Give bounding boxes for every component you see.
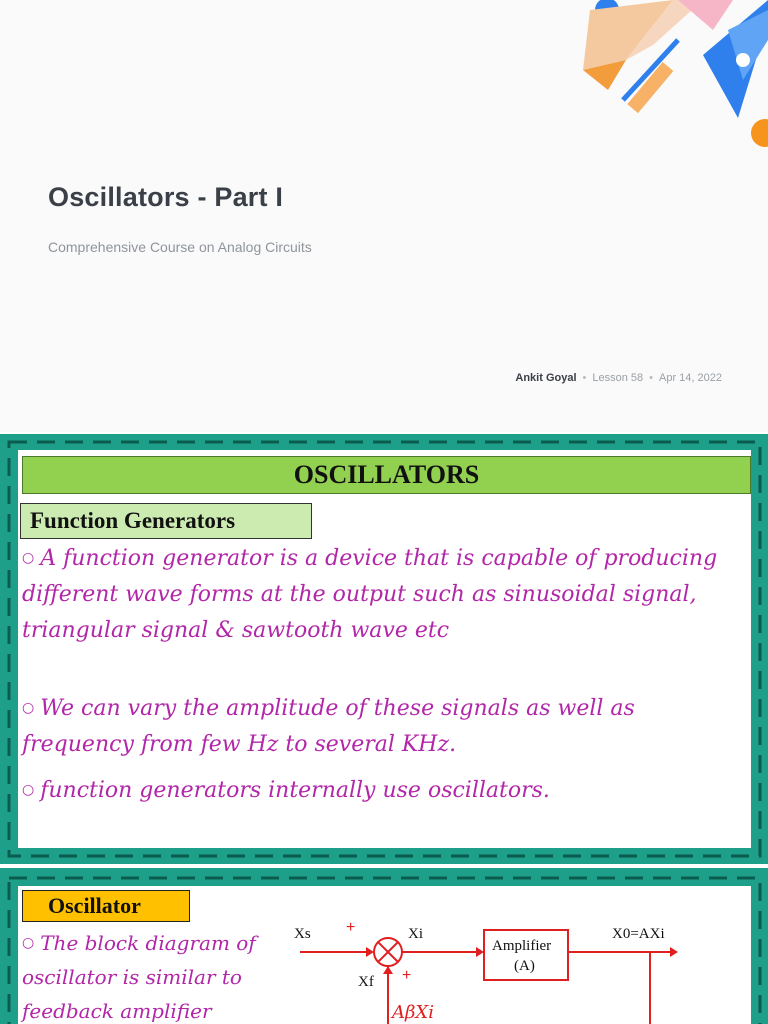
lesson-date: Apr 14, 2022 [659,372,722,384]
slide-banner: OSCILLATORS [22,456,751,494]
decoration [528,0,768,160]
slide-function-generators [0,434,768,864]
lesson-meta [515,372,722,384]
course-subtitle: Comprehensive Course on Analog Circuits [48,239,312,255]
feedback-label: Xf [358,974,374,990]
bullet-icon: ○ [22,782,35,798]
bullet-icon: ○ [22,700,35,716]
meta-separator: • [649,372,653,384]
amplifier-gain: (A) [514,958,535,974]
bullet-item: ○ The block diagram of oscillator is similar to feedback amplifier [22,931,256,1023]
error-label: Xi [408,926,423,942]
bullet-icon: ○ [22,550,35,566]
section-label: Function Generators [20,503,312,539]
title-card [0,0,768,432]
plus-sign: + [402,967,412,984]
block-diagram [280,908,700,1024]
lesson-title: Oscillators - Part I [48,182,284,212]
orange-dot [751,119,768,147]
slide-oscillator [0,868,768,1024]
lesson-number: Lesson 58 [592,372,644,384]
bullet-item: ○ A function generator is a device that is capable of producing different wave forms at the output such as sinusoidal signal, triangular signal & sawtooth wave etc [22,546,718,643]
bullet-item: ○ function generators internally use oscillators. [22,778,550,803]
amplifier-label: Amplifier [492,938,552,954]
pencil-icon [583,0,703,113]
author-name[interactable]: Ankit Goyal [515,372,577,384]
section-label: Oscillator [22,890,190,922]
input-label: Xs [294,926,311,942]
bullet-icon: ○ [22,935,35,951]
bullet-item: ○ We can vary the amplitude of these signals as well as frequency from few Hz to several KHz. [22,696,635,757]
loop-annotation: AβXi [392,1002,434,1023]
plus-sign: + [346,919,356,936]
meta-separator: • [582,372,587,384]
output-label: X0=AXi [612,926,665,942]
